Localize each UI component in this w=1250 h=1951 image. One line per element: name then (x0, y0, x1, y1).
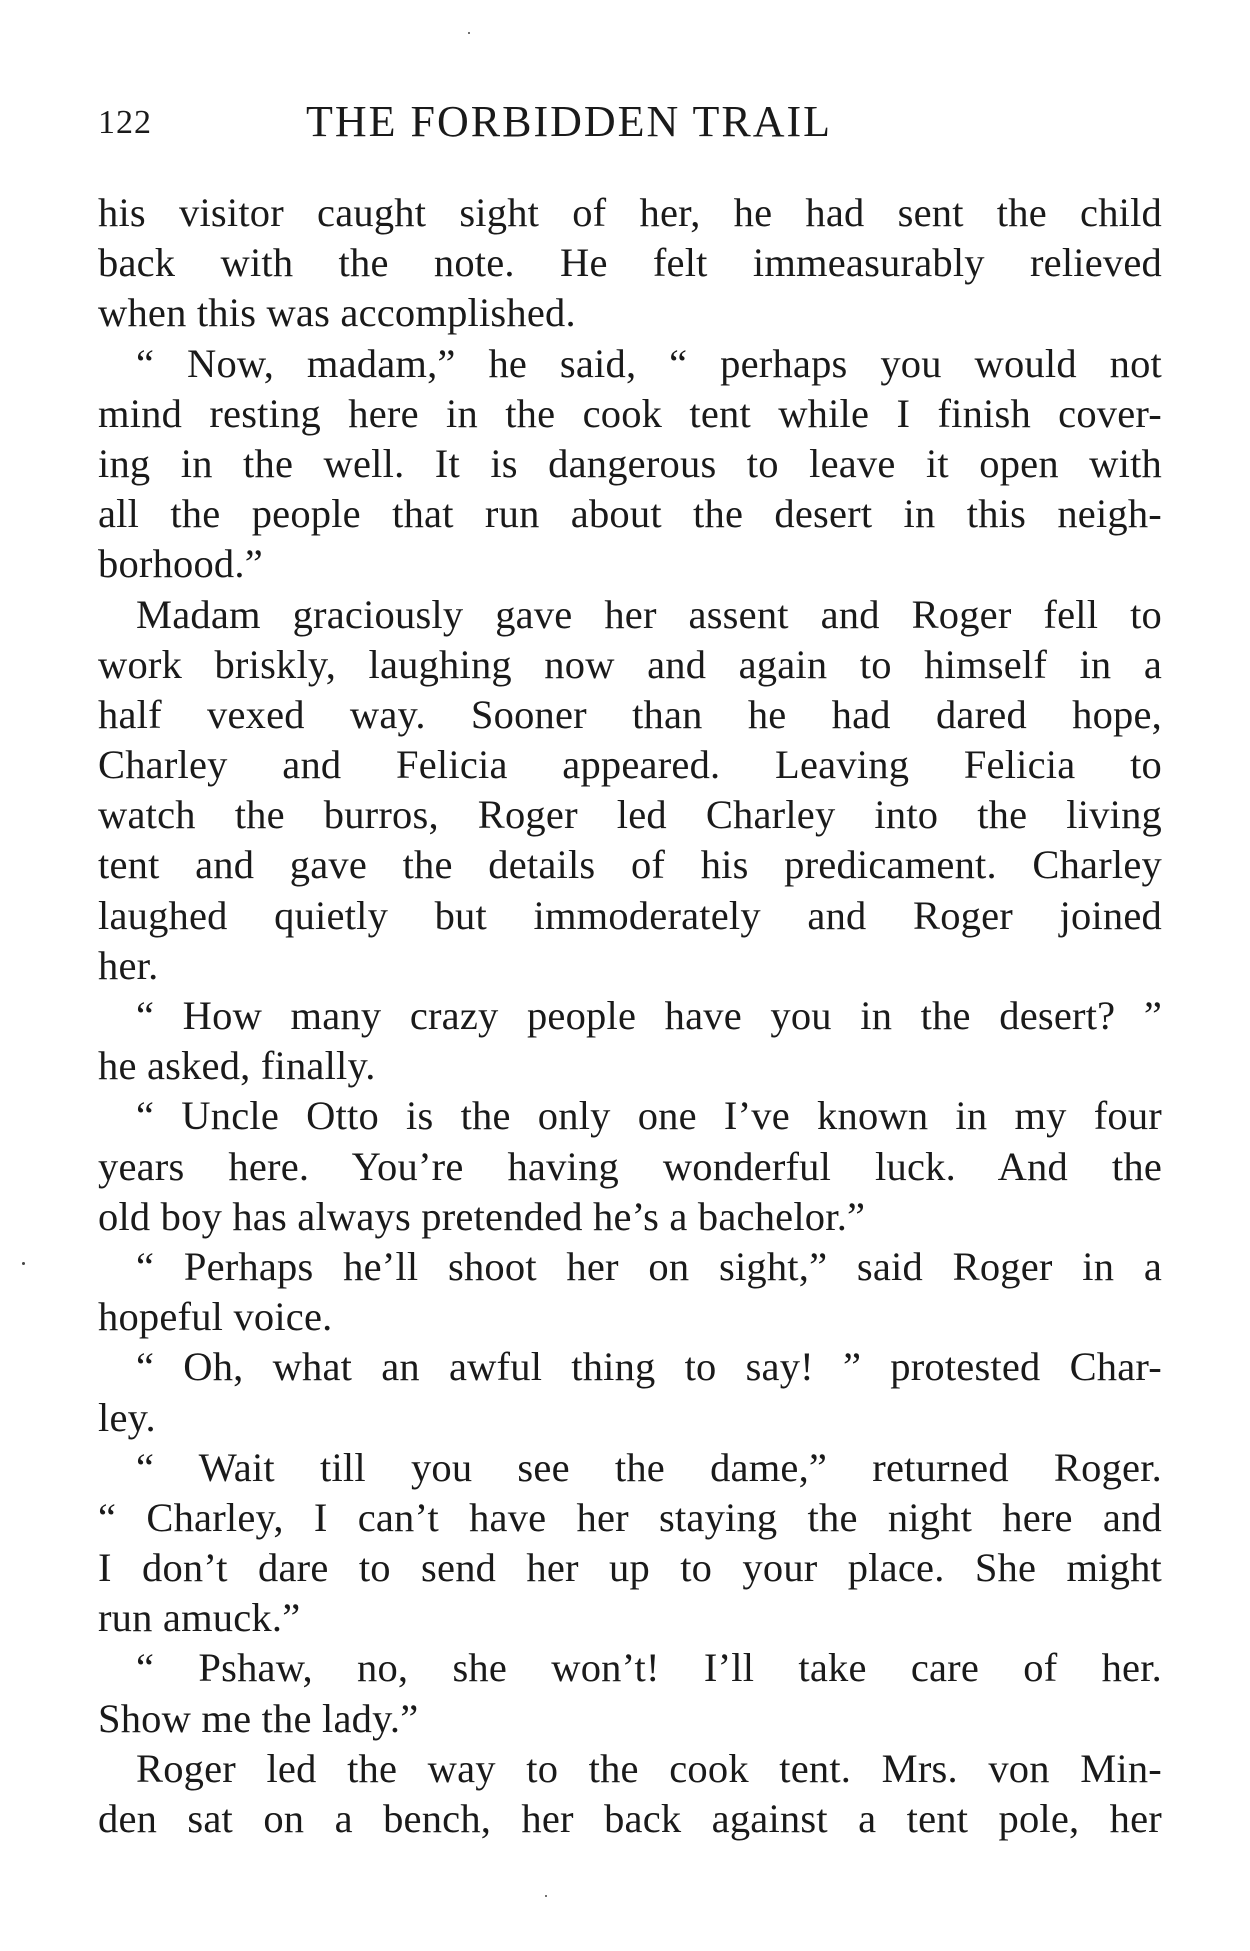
text-line: Roger led the way to the cook tent. Mrs. von Min- (136, 1745, 1162, 1791)
text-line: he asked, finally. (98, 1043, 376, 1089)
text-line: Charley and Felicia appeared. Leaving Felicia to (98, 742, 1162, 788)
page-number: 122 (98, 104, 152, 141)
text-line: years here. You’re having wonderful luck. And the (98, 1143, 1162, 1189)
text-line: Show me the lady.” (98, 1695, 419, 1741)
text-line: ley. (98, 1394, 156, 1440)
text-line: mind resting here in the cook tent while I finish cover- (98, 390, 1162, 436)
text-line: “ Uncle Otto is the only one I’ve known in my four (136, 1093, 1162, 1139)
text-line: all the people that run about the desert in this neigh- (98, 491, 1162, 537)
text-line: work briskly, laughing now and again to himself in a (98, 641, 1162, 687)
text-line: back with the note. He felt immeasurably relieved (98, 240, 1162, 286)
text-line: run amuck.” (98, 1595, 301, 1641)
text-line: half vexed way. Sooner than he had dared hope, (98, 691, 1162, 737)
text-line: when this was accomplished. (98, 290, 576, 336)
text-line: “ Wait till you see the dame,” returned Roger. (136, 1444, 1162, 1490)
text-line: Madam graciously gave her assent and Roger fell to (136, 591, 1162, 637)
text-line: her. (98, 942, 159, 988)
text-line: his visitor caught sight of her, he had sent the child (98, 190, 1162, 235)
text-line: borhood.” (98, 541, 263, 587)
text-line: laughed quietly but immoderately and Roger joined (98, 892, 1162, 938)
text-line: I don’t dare to send her up to your place. She might (98, 1545, 1162, 1591)
body-text (98, 188, 1162, 1844)
text-line: tent and gave the details of his predicament. Charley (98, 842, 1162, 888)
text-line: den sat on a bench, her back against a tent pole, her (98, 1796, 1162, 1841)
text-line: “ Oh, what an awful thing to say! ” protested Char- (136, 1344, 1162, 1390)
paper-speck (22, 1262, 25, 1265)
text-line: old boy has always pretended he’s a bachelor.” (98, 1193, 866, 1239)
text-line: “ How many crazy people have you in the desert? ” (136, 993, 1162, 1038)
paper-speck (545, 1895, 547, 1897)
running-title: THE FORBIDDEN TRAIL (306, 97, 833, 146)
paper-speck (468, 32, 470, 34)
text-line: ing in the well. It is dangerous to leave it open with (98, 440, 1162, 486)
text-line: “ Perhaps he’ll shoot her on sight,” said Roger in a (136, 1243, 1162, 1289)
text-line: “ Now, madam,” he said, “ perhaps you would not (136, 340, 1162, 386)
text-line: “ Charley, I can’t have her staying the night here and (98, 1494, 1162, 1540)
text-line: watch the burros, Roger led Charley into the living (98, 792, 1162, 838)
text-line: “ Pshaw, no, she won’t! I’ll take care of her. (136, 1645, 1162, 1691)
running-head (98, 96, 1158, 156)
text-line: hopeful voice. (98, 1294, 333, 1340)
